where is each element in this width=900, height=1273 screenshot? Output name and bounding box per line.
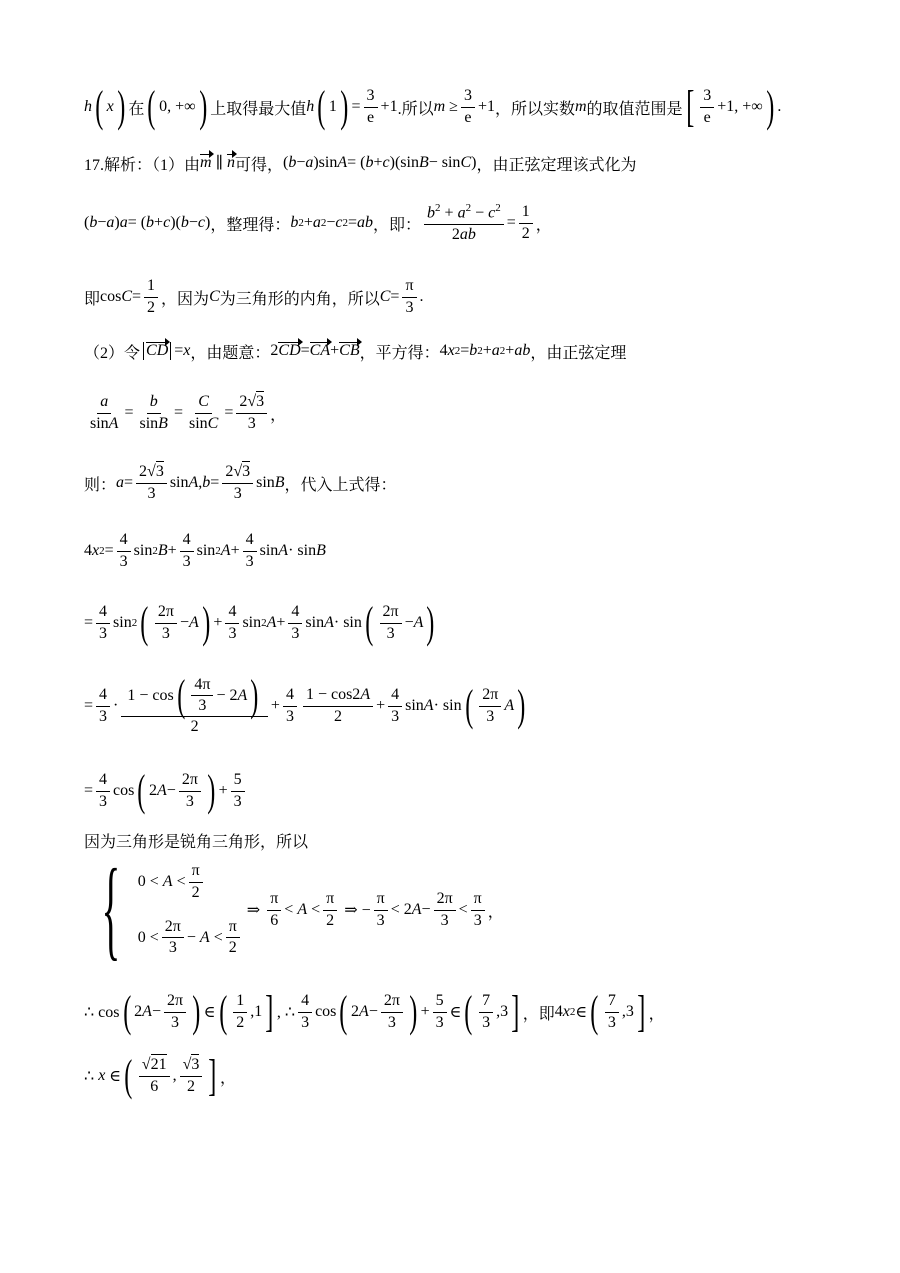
line-11: = $\frac{4}{3}$ cos ( 2 A − $\frac{2\pi}{3}$ ) + $\frac{5}{3}$ <box>84 764 248 818</box>
line-6: $\frac{a}{\sin A}$ = $\frac{b}{\sin B}$ = $\frac{C}{\sin C}$ = $\frac{2√3}{3}$ ， <box>90 393 287 432</box>
line-4: 即 cos C = $\frac{1}{2}$ ，因为 C 为三角形的内角，所以 C = $\frac{\pi}{3}$ . <box>84 277 424 316</box>
line-15: ∴ x ∈ ( $\frac{√21}{6}$ , $\frac{√3}{2}$ ] ， <box>84 1051 237 1101</box>
line-12: 因为三角形是锐角三角形，所以 <box>84 833 309 851</box>
line-3: ( b − a ) a = ( b + c )( b − c ) ，整理得： b 2 + a 2 − c 2 = ab ，即： $\frac{b^2 + a^2 - c^2}{2ab}$ = $\frac{1}{2}$ ， <box>84 201 552 243</box>
line-14: ∴ cos ( 2 A − $\frac{2\pi}{3}$ ) ∈ ( $\frac{1}{2}$ ,1 ] , ∴ $\frac{4}{3}$ cos ( 2 A − $\frac{2\pi}{3}$ ) + $\frac{5}{3}$ ∈ ( $\frac{7}{3}$ ,3 ] ，即 4 x 2 ∈ ( $\frac{7}{3}$ ,3 ] ， <box>84 987 665 1037</box>
line-8: 4 x 2 = $\frac{4}{3}$ sin 2 B + $\frac{4}{3}$ sin 2 A + $\frac{4}{3}$ sin A · sin B <box>84 531 326 570</box>
line-5: （2）令 CD = x ，由题意： 2 CD = CA + CB ，平方得： 4 x 2 = b 2 + a 2 + ab ，由正弦定理 <box>84 342 627 362</box>
line-1: h ( x ) 在 ( 0, +∞ ) 上取得最大值 h ( 1 ) = $\frac{3}{e}$ +1 .所以 m ≥ $\frac{3}{e}$ +1 ，所以实数 m 的取值范围是 [ $\frac{3}{e}$ +1, +∞ ) . <box>84 82 782 132</box>
line-9: = $\frac{4}{3}$ sin 2 ( $\frac{2\pi}{3}$ − A ) + $\frac{4}{3}$ sin 2 A + $\frac{4}{3}$ sin A · sin ( $\frac{2\pi}{3}$ − A ) <box>84 598 435 648</box>
line-2: 17.解析：（1）由 m ∥ n 可得， ( b − a )sin A = ( b + c )(sin B − sin C ) ，由正弦定理该式化为 <box>84 154 637 174</box>
line-13: { 0 < A < $\frac{\pi}{2}$ 0 < $\frac{2\pi}{3}$ − A < $\frac{\pi}{2}$ ⇒ $\frac{\pi}{6}$ < A < $\frac{\pi}{2}$ ⇒ − $\frac{\pi}{3}$ < 2 A − $\frac{2\pi}{3}$ < $\frac{\pi}{3}$ ， <box>101 847 504 972</box>
line-7: 则： a = $\frac{2√3}{3}$ sin A , b = $\frac{2√3}{3}$ sin B ，代入上式得： <box>84 463 397 502</box>
line-10: = $\frac{4}{3}$ · 1 − cos ( $\frac{4\pi}{3}$ − 2 A ) 2 + $\frac{4}{3}$ $\frac{1 - \cos 2A}{2}$ + $\frac{4}{3}$ sin A · sin ( $\frac{2\pi}{3}$ A ) <box>84 671 526 735</box>
